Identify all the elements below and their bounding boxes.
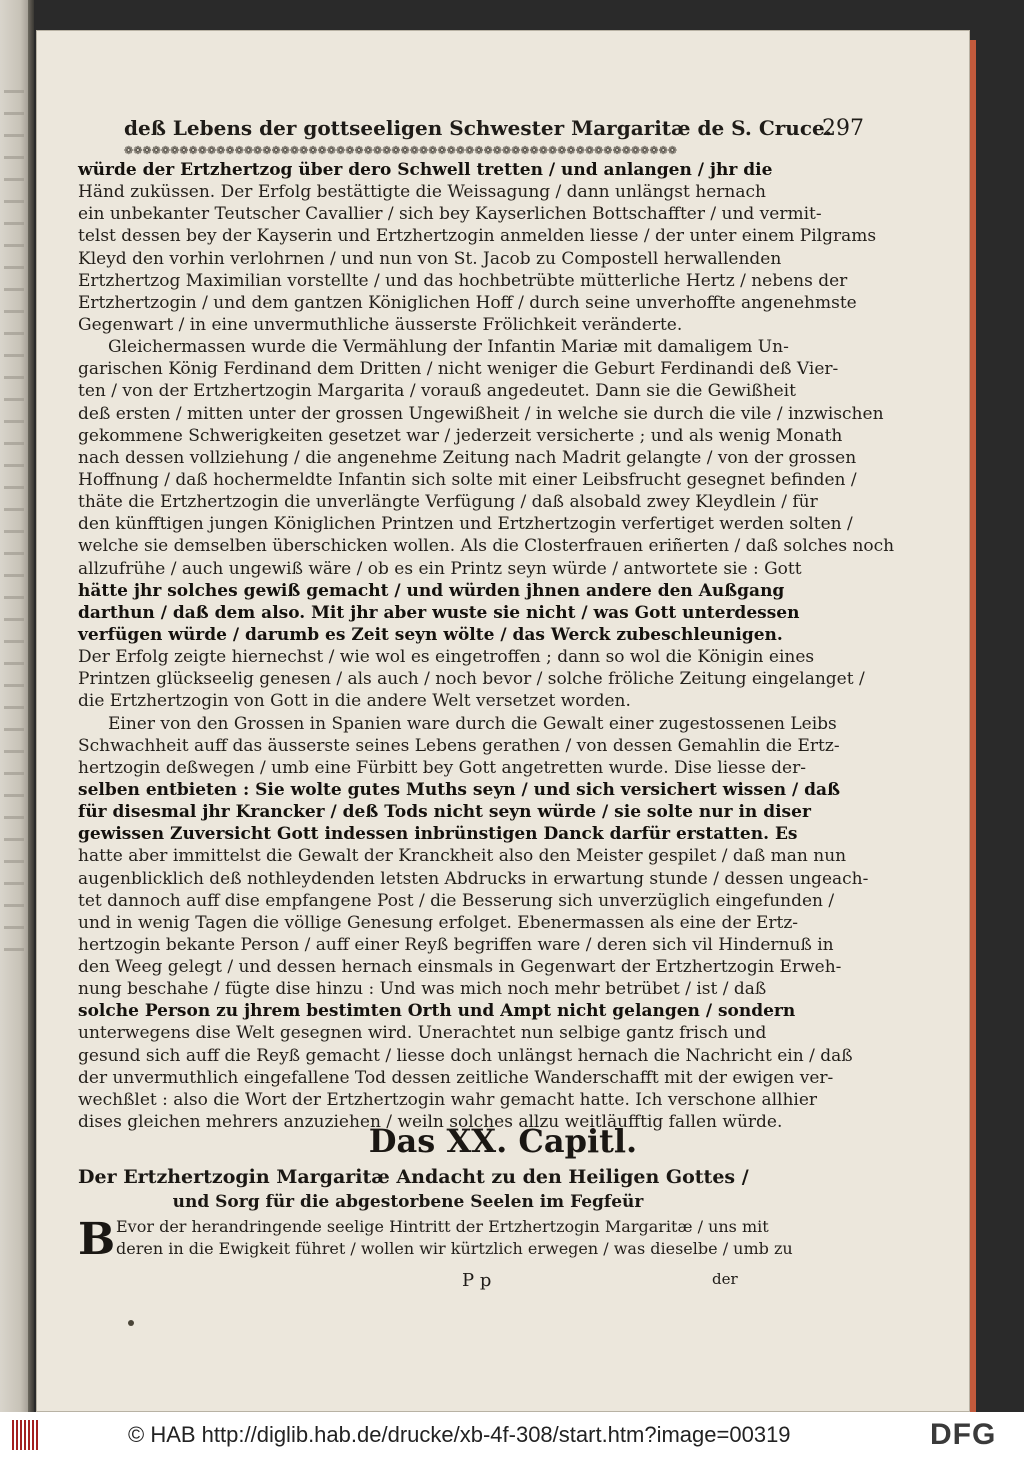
text-line: Printzen glückseelig genesen / als auch / noch bevor / solche fröliche Zeitung eingelanget / bbox=[78, 669, 865, 690]
text-line: ein unbekanter Teutscher Cavallier / sich bey Kayserlichen Bottschaffter / und vermit- bbox=[78, 204, 822, 225]
text-line: augenblicklich deß nothleydenden letsten Abdrucks in erwartung stunde / dessen ungeach- bbox=[78, 868, 869, 889]
book-spine bbox=[28, 0, 34, 1412]
chapter-subtitle-2: und Sorg für die abgestorbene Seelen im Fegfeür bbox=[172, 1192, 644, 1212]
text-line: und in wenig Tagen die völlige Genesung erfolget. Ebenermassen als eine der Ertz- bbox=[78, 912, 799, 933]
text-line: solche Person zu jhrem bestimten Orth und Ampt nicht gelangen / sondern bbox=[78, 1001, 796, 1022]
previous-page-text-trace bbox=[4, 288, 24, 291]
text-line: Einer von den Grossen in Spanien ware durch die Gewalt einer zugestossenen Leibs bbox=[108, 713, 837, 734]
previous-page-edge bbox=[0, 0, 34, 1412]
previous-page-text-trace bbox=[4, 618, 24, 621]
text-line: garischen König Ferdinand dem Dritten / nicht weniger die Geburt Ferdinandi deß Vier- bbox=[78, 359, 839, 380]
previous-page-text-trace bbox=[4, 904, 24, 907]
previous-page-text-trace bbox=[4, 112, 24, 115]
body-text bbox=[78, 159, 895, 1133]
chapter-title: Das XX. Capitl. bbox=[368, 1122, 638, 1160]
previous-page-text-trace bbox=[4, 662, 24, 665]
text-line: Evor der herandringende seelige Hintritt der Ertzhertzogin Margaritæ / uns mit bbox=[116, 1217, 769, 1236]
previous-page-text-trace bbox=[4, 640, 24, 643]
previous-page-text-trace bbox=[4, 750, 24, 753]
previous-page-text-trace bbox=[4, 398, 24, 401]
previous-page-text-trace bbox=[4, 354, 24, 357]
text-line: deren in die Ewigkeit führet / wollen wir kürtzlich erwegen / was dieselbe / umb zu bbox=[116, 1239, 793, 1259]
previous-page-text-trace bbox=[4, 838, 24, 841]
text-line: hertzogin bekante Person / auff einer Reyß begriffen ware / deren sich vil Hindernuß in bbox=[78, 934, 834, 955]
text-line: Der Erfolg zeigte hiernechst / wie wol es eingetroffen ; dann so wol die Königin eines bbox=[78, 647, 815, 668]
text-line: Kleyd den vorhin verlohrnen / und nun von St. Jacob zu Compostell herwallenden bbox=[78, 248, 782, 269]
previous-page-text-trace bbox=[4, 948, 24, 951]
footer-bar bbox=[0, 1412, 1024, 1458]
text-line: dises gleichen mehrers anzuziehen / weiln solches allzu weitläufftig fallen würde. bbox=[78, 1112, 783, 1133]
text-line: Ertzhertzogin / und dem gantzen Königlichen Hoff / durch seine unverhoffte angenehmste bbox=[78, 292, 857, 313]
previous-page-text-trace bbox=[4, 552, 24, 555]
text-line: Händ zuküssen. Der Erfolg bestättigte die Weissagung / dann unlängst hernach bbox=[78, 182, 766, 203]
text-line: welche sie demselben überschicken wollen. Als die Closterfrauen eriñerten / daß solches noch bbox=[78, 536, 895, 557]
previous-page-text-trace bbox=[4, 310, 24, 313]
previous-page-text-trace bbox=[4, 244, 24, 247]
text-line: Schwachheit auff das äusserste seines Lebens gerathen / von dessen Gemahlin die Ertz- bbox=[78, 735, 840, 756]
text-line: ten / von der Ertzhertzogin Margarita / vorauß angedeutet. Dann sie die Gewißheit bbox=[78, 381, 796, 402]
text-line: Gleichermassen wurde die Vermählung der Infantin Mariæ mit damaligem Un- bbox=[108, 337, 789, 358]
text-line: Hoffnung / daß hochermeldte Infantin sich solte mit einer Leibsfrucht gesegnet befinden / bbox=[78, 469, 857, 490]
previous-page-text-trace bbox=[4, 442, 24, 445]
text-line: gewissen Zuversicht Gott indessen inbrünstigen Danck darfür erstatten. Es bbox=[78, 824, 798, 845]
text-line: hätte jhr solches gewiß gemacht / und würden jhnen andere den Außgang bbox=[78, 580, 785, 601]
previous-page-text-trace bbox=[4, 926, 24, 929]
text-line: die Ertzhertzogin von Gott in die andere Welt versetzet worden. bbox=[78, 691, 631, 712]
text-line: wechßlet : also die Wort der Ertzhertzogin wahr gemacht hatte. Ich verschone allhier bbox=[78, 1089, 818, 1110]
drop-capital: B bbox=[78, 1214, 116, 1265]
text-line: selben entbieten : Sie wolte gutes Muths seyn / und sich versichert wissen / daß bbox=[78, 779, 840, 800]
text-line: tet dannoch auff dise empfangene Post / die Besserung sich unverzüglich eingefunden / bbox=[78, 890, 835, 911]
previous-page-text-trace bbox=[4, 486, 24, 489]
text-line: deß ersten / mitten unter der grossen Ungewißheit / in welche sie durch die vile / inzwischen bbox=[78, 403, 884, 424]
running-title: deß Lebens der gottseeligen Schwester Margaritæ de S. Cruce. bbox=[124, 116, 832, 140]
previous-page-text-trace bbox=[4, 530, 24, 533]
text-line: nach dessen vollziehung / die angenehme Zeitung nach Madrit gelangte / von der grossen bbox=[78, 447, 857, 468]
copyright-link[interactable]: © HAB http://diglib.hab.de/drucke/xb-4f-308/start.htm?image=00319 bbox=[128, 1422, 791, 1447]
text-line: hertzogin deßwegen / umb eine Fürbitt bey Gott angetretten wurde. Dise liesse der- bbox=[78, 757, 806, 778]
dfg-logo: DFG bbox=[930, 1418, 997, 1451]
previous-page-text-trace bbox=[4, 90, 24, 93]
previous-page-text-trace bbox=[4, 464, 24, 467]
text-line: hatte aber immittelst die Gewalt der Kranckheit also den Meister gespilet / daß man nun bbox=[78, 846, 847, 867]
previous-page-text-trace bbox=[4, 222, 24, 225]
text-line: den künfftigen jungen Königlichen Printzen und Ertzhertzogin verfertiget werden solten / bbox=[78, 514, 853, 535]
text-line: telst dessen bey der Kayserin und Ertzhertzogin anmelden liesse / der unter einem Pilgrams bbox=[78, 226, 877, 247]
hab-logo-icon bbox=[12, 1420, 42, 1450]
previous-page-text-trace bbox=[4, 684, 24, 687]
book-page bbox=[36, 30, 970, 1412]
page-speck bbox=[128, 1320, 134, 1326]
text-line: darthun / daß dem also. Mit jhr aber wuste sie nicht / was Gott unterdessen bbox=[78, 602, 800, 623]
previous-page-text-trace bbox=[4, 860, 24, 863]
previous-page-text-trace bbox=[4, 508, 24, 511]
previous-page-text-trace bbox=[4, 596, 24, 599]
catchword: der bbox=[712, 1270, 738, 1288]
chapter-opening-text bbox=[78, 1214, 793, 1265]
text-line: unterwegens dise Welt gesegnen wird. Unerachtet nun selbige gantz frisch und bbox=[78, 1023, 767, 1044]
text-line: würde der Ertzhertzog über dero Schwell tretten / und anlangen / jhr die bbox=[78, 160, 773, 180]
text-line: gekommene Schwerigkeiten gesetzet war / jederzeit versicherte ; und als wenig Monath bbox=[78, 425, 843, 446]
previous-page-text-trace bbox=[4, 574, 24, 577]
text-line: verfügen würde / darumb es Zeit seyn wölte / das Werck zubeschleunigen. bbox=[78, 624, 783, 645]
previous-page-text-trace bbox=[4, 420, 24, 423]
text-line: Ertzhertzog Maximilian vorstellte / und das hochbetrübte mütterliche Hertz / nebens der bbox=[78, 270, 848, 291]
text-line: der unvermuthlich eingefallene Tod dessen zeitliche Wanderschafft mit der ewigen ver- bbox=[78, 1067, 834, 1088]
page-number: 297 bbox=[822, 116, 864, 141]
previous-page-text-trace bbox=[4, 706, 24, 709]
previous-page-text-trace bbox=[4, 816, 24, 819]
previous-page-text-trace bbox=[4, 134, 24, 137]
text-line: für disesmal jhr Krancker / deß Tods nicht seyn würde / sie solte nur in diser bbox=[78, 802, 811, 823]
text-line: allzufrühe / auch ungewiß wäre / ob es ein Printz seyn würde / antwortete sie : Gott bbox=[78, 558, 802, 579]
signature-mark: P p bbox=[462, 1270, 492, 1291]
page-red-edge bbox=[970, 40, 976, 1412]
text-line: nung beschahe / fügte dise hinzu : Und was mich noch mehr betrübet / ist / daß bbox=[78, 979, 767, 1000]
chapter-subtitle-1: Der Ertzhertzogin Margaritæ Andacht zu den Heiligen Gottes / bbox=[78, 1166, 749, 1188]
previous-page-text-trace bbox=[4, 332, 24, 335]
previous-page-text-trace bbox=[4, 178, 24, 181]
previous-page-text-trace bbox=[4, 200, 24, 203]
page-header bbox=[124, 116, 864, 146]
ornament-rule: ❁❁❁❁❁❁❁❁❁❁❁❁❁❁❁❁❁❁❁❁❁❁❁❁❁❁❁❁❁❁❁❁❁❁❁❁❁❁❁❁❁❁❁❁❁❁❁❁❁❁❁❁❁❁❁❁❁❁❁❁ bbox=[124, 144, 678, 157]
previous-page-text-trace bbox=[4, 266, 24, 269]
text-line: thäte die Ertzhertzogin die unverlängte Verfügung / daß alsobald zwey Kleydlein / für bbox=[78, 492, 818, 513]
previous-page-text-trace bbox=[4, 772, 24, 775]
previous-page-text-trace bbox=[4, 882, 24, 885]
text-line: den Weeg gelegt / und dessen hernach einsmals in Gegenwart der Ertzhertzogin Erweh- bbox=[78, 957, 842, 978]
previous-page-text-trace bbox=[4, 794, 24, 797]
previous-page-text-trace bbox=[4, 376, 24, 379]
text-line: Gegenwart / in eine unvermuthliche äusserste Frölichkeit veränderte. bbox=[78, 314, 683, 335]
previous-page-text-trace bbox=[4, 156, 24, 159]
text-line: gesund sich auff die Reyß gemacht / liesse doch unlängst hernach die Nachricht ein / daß bbox=[78, 1045, 853, 1066]
previous-page-text-trace bbox=[4, 728, 24, 731]
